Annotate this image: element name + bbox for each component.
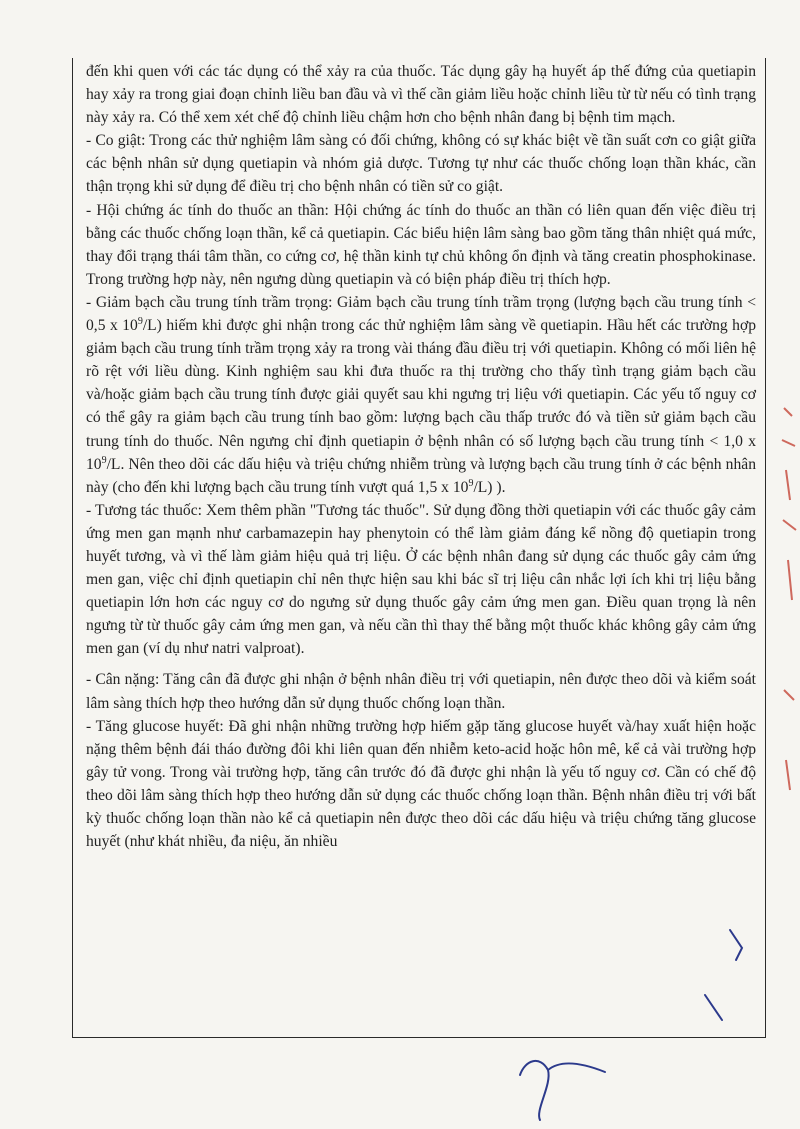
paragraph-text: - Giảm bạch cầu trung tính trầm trọng: Giảm bạch cầu trung tính trầm trọng (lượng bạch cầu trung tính < 0,5 x 10	[86, 293, 756, 335]
paragraph-text: - Tăng glucose huyết: Đã ghi nhận những trường hợp hiếm gặp tăng glucose huyết và/hay xuất hiện hoặc nặng thêm bệnh đái tháo đường đôi khi liên quan đến nhiễm keto-acid hoặc hôn mê, kể cả vài trường hợp gây tử vong. Trong vài trường hợp, tăng cân trước đó đã được ghi nhận là yếu tố nguy cơ. Cần có chế độ theo dõi lâm sàng thích hợp theo hướng dẫn sử dụng các thuốc chống loạn thần. Bệnh nhân điều trị với bất kỳ thuốc chống loạn thần nào kể cả quetiapin nên được theo dõi các dấu hiệu và triệu chứng tăng glucose huyết (như khát nhiều, đa niệu, ăn nhiều	[86, 717, 756, 851]
superscript-exponent: 9	[101, 454, 107, 466]
paragraph-weight-gain	[86, 668, 756, 714]
paragraph-text: /L) hiếm khi được ghi nhận trong các thử nghiệm lâm sàng về quetiapin. Hầu hết các trường hợp giảm bạch cầu trung tính trầm trọng xảy ra trong vài tháng đầu điều trị với quetiapin. Không có mối liên hệ rõ rệt với liều dùng. Kinh nghiệm sau khi đưa thuốc ra thị trường cho thấy tình trạng giảm bạch cầu và/hoặc giảm bạch cầu trung tính được giải quyết sau khi ngưng trị liệu với quetiapin. Các yếu tố nguy cơ có thể gây ra giảm bạch cầu trung tính bao gồm: lượng bạch cầu thấp trước đó và tiền sử giảm bạch cầu trung tính do thuốc. Nên ngưng chỉ định quetiapin ở bệnh nhân có số lượng bạch cầu trung tính < 1,0 x 10	[86, 317, 757, 473]
paragraph-seizures	[86, 129, 756, 198]
paragraph-text: - Cân nặng: Tăng cân đã được ghi nhận ở bệnh nhân điều trị với quetiapin, nên được theo dõi và kiểm soát lâm sàng thích hợp theo hướng dẫn sử dụng thuốc chống loạn thần.	[86, 671, 756, 712]
paragraph-text: - Co giật: Trong các thử nghiệm lâm sàng có đối chứng, không có sự khác biệt về tần suất cơn co giật giữa các bệnh nhân sử dụng quetiapin và nhóm giả dược. Tương tự như các thuốc chống loạn thần khác, cần thận trọng khi sử dụng để điều trị cho bệnh nhân có tiền sử co giật.	[86, 132, 756, 196]
paragraph-hyperglycemia	[86, 715, 756, 854]
red-stamp-fragment	[782, 408, 796, 790]
paragraph-text: đến khi quen với các tác dụng có thể xảy ra của thuốc. Tác dụng gây hạ huyết áp thế đứng của quetiapin hay xảy ra trong giai đoạn chỉnh liều ban đầu và vì thế cần giảm liều hoặc chỉnh liều từ từ nếu có tình trạng này xảy ra. Có thể xem xét chế độ chỉnh liều chậm hơn cho bệnh nhân đang bị bệnh tim mạch.	[86, 63, 756, 127]
paragraph-neuroleptic-malignant-syndrome	[86, 199, 756, 291]
paragraph-text: - Hội chứng ác tính do thuốc an thần: Hội chứng ác tính do thuốc an thần có liên quan đến việc điều trị bằng các thuốc chống loạn thần, kể cả quetiapin. Các biểu hiện lâm sàng bao gồm tăng thân nhiệt quá mức, thay đổi trạng thái tâm thần, co cứng cơ, hệ thần kinh tự chủ không ổn định và tăng creatin phosphokinase. Trong trường hợp này, nên ngưng dùng quetiapin và có biện pháp điều trị thích hợp.	[86, 201, 756, 288]
paragraph-text: /L. Nên theo dõi các dấu hiệu và triệu chứng nhiễm trùng và lượng bạch cầu trung tính ở các bệnh nhân này (cho đến khi lượng bạch cầu trung tính vượt quá 1,5 x 10	[86, 455, 756, 496]
paragraph-severe-neutropenia	[86, 291, 756, 499]
superscript-exponent: 9	[137, 315, 143, 327]
paragraph-text: - Tương tác thuốc: Xem thêm phần "Tương tác thuốc". Sử dụng đồng thời quetiapin với các thuốc gây cảm ứng men gan mạnh như carbamazepin hay phenytoin có thể làm giảm đáng kể nồng độ quetiapin trong huyết tương, và vì thế làm giảm hiệu quả trị liệu. Ở các bệnh nhân đang sử dụng các thuốc gây cảm ứng men gan, việc chỉ định quetiapin chỉ nên thực hiện sau khi bác sĩ trị liệu cân nhắc lợi ích khi trị liệu bằng quetiapin lớn hơn các nguy cơ do ngưng sử dụng thuốc gây cảm ứng men gan. Điều quan trọng là nên ngưng từ từ thuốc gây cảm ứng men gan, và nếu cần thì thay thế bằng một thuốc khác không gây cảm ứng men gan (ví dụ như natri valproat).	[86, 501, 756, 658]
superscript-exponent: 9	[468, 477, 474, 489]
paragraph-text: /L) ).	[473, 478, 506, 496]
paragraph-drug-interactions	[86, 499, 756, 661]
paragraph-orthostatic-hypotension	[86, 60, 756, 129]
document-body	[86, 60, 756, 853]
